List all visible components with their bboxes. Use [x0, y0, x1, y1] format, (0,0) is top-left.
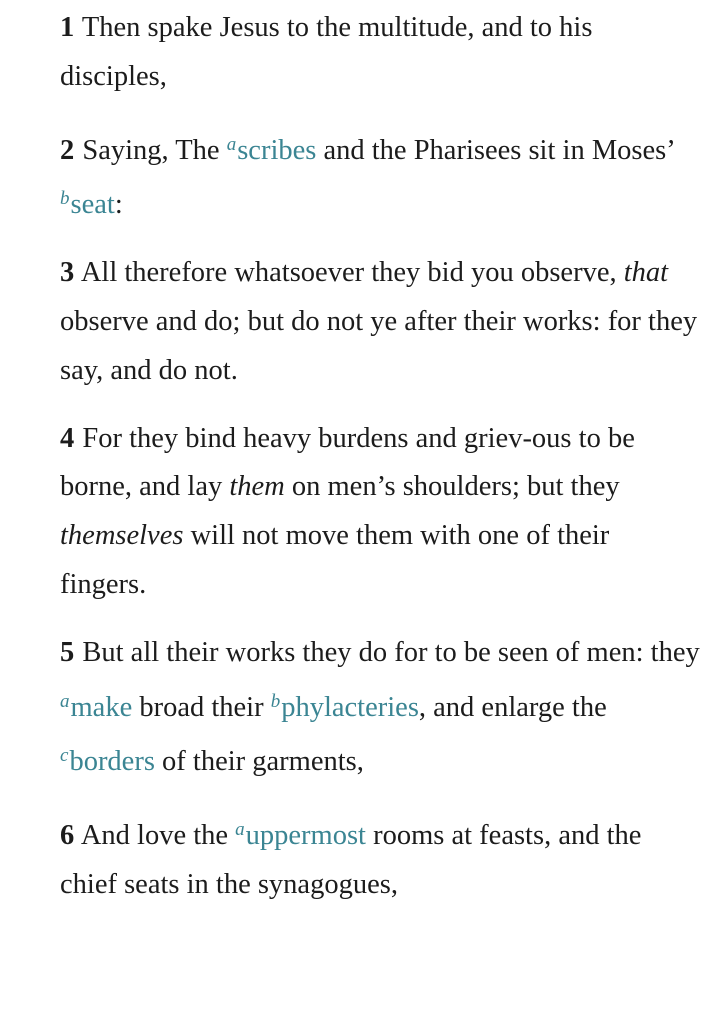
verse-5 — [60, 629, 700, 787]
footnote-marker[interactable]: a — [60, 690, 70, 712]
verse-text: on men’s shoulders; but they — [284, 471, 620, 503]
verse-text: observe and do; but do not ye after their works: for they say, and do not. — [60, 305, 698, 386]
verse-6 — [60, 806, 700, 910]
verse-text: For they bind heavy burdens and griev-ous to be borne, and lay — [60, 422, 635, 503]
footnote-link[interactable]: borders — [69, 746, 155, 778]
footnote-link[interactable]: scribes — [237, 134, 317, 166]
footnote-marker[interactable]: a — [226, 133, 237, 155]
verse-text: But all their works they do for to be seen of men: they — [82, 636, 700, 668]
verse-text: broad their — [132, 691, 271, 723]
verse-number: 5 — [60, 636, 75, 668]
verse-number: 6 — [60, 820, 75, 852]
verse-text: of their garments, — [154, 746, 364, 778]
verse-text: : — [114, 189, 123, 221]
verse-text: All therefore whatsoever they bid you observe, — [80, 257, 624, 289]
footnote-marker[interactable]: b — [60, 188, 70, 210]
scripture-text — [60, 4, 700, 929]
verse-number: 4 — [60, 422, 75, 454]
footnote-link[interactable]: seat — [70, 189, 115, 221]
footnote-marker[interactable]: b — [270, 690, 281, 712]
footnote-link[interactable]: make — [70, 691, 133, 723]
verse-text: will not move them with one of their fingers. — [60, 520, 610, 600]
verse-text: and the Pharisees sit in Moses’ — [316, 134, 674, 166]
verse-text: Saying, The — [82, 134, 227, 166]
verse-text: And love the — [80, 820, 236, 852]
footnote-marker[interactable]: c — [60, 745, 69, 767]
italic-word: that — [623, 257, 669, 289]
italic-word: them — [229, 471, 285, 503]
footnote-marker[interactable]: a — [235, 819, 245, 841]
footnote-link[interactable]: phylacteries — [281, 691, 419, 723]
verse-text: , and enlarge the — [418, 691, 607, 723]
verse-1 — [60, 4, 700, 102]
verse-4 — [60, 415, 700, 610]
italic-word: themselves — [60, 520, 184, 552]
verse-number: 3 — [60, 257, 75, 289]
verse-number: 2 — [60, 134, 75, 166]
footnote-link[interactable]: uppermost — [245, 820, 366, 852]
verse-3 — [60, 249, 700, 395]
verse-2 — [60, 121, 700, 231]
verse-text: Then spake Jesus to the multitude, and to his disciples, — [60, 12, 593, 92]
verse-number: 1 — [60, 12, 75, 43]
verse-text: rooms at feasts, and the chief seats in the synagogues, — [60, 820, 642, 900]
